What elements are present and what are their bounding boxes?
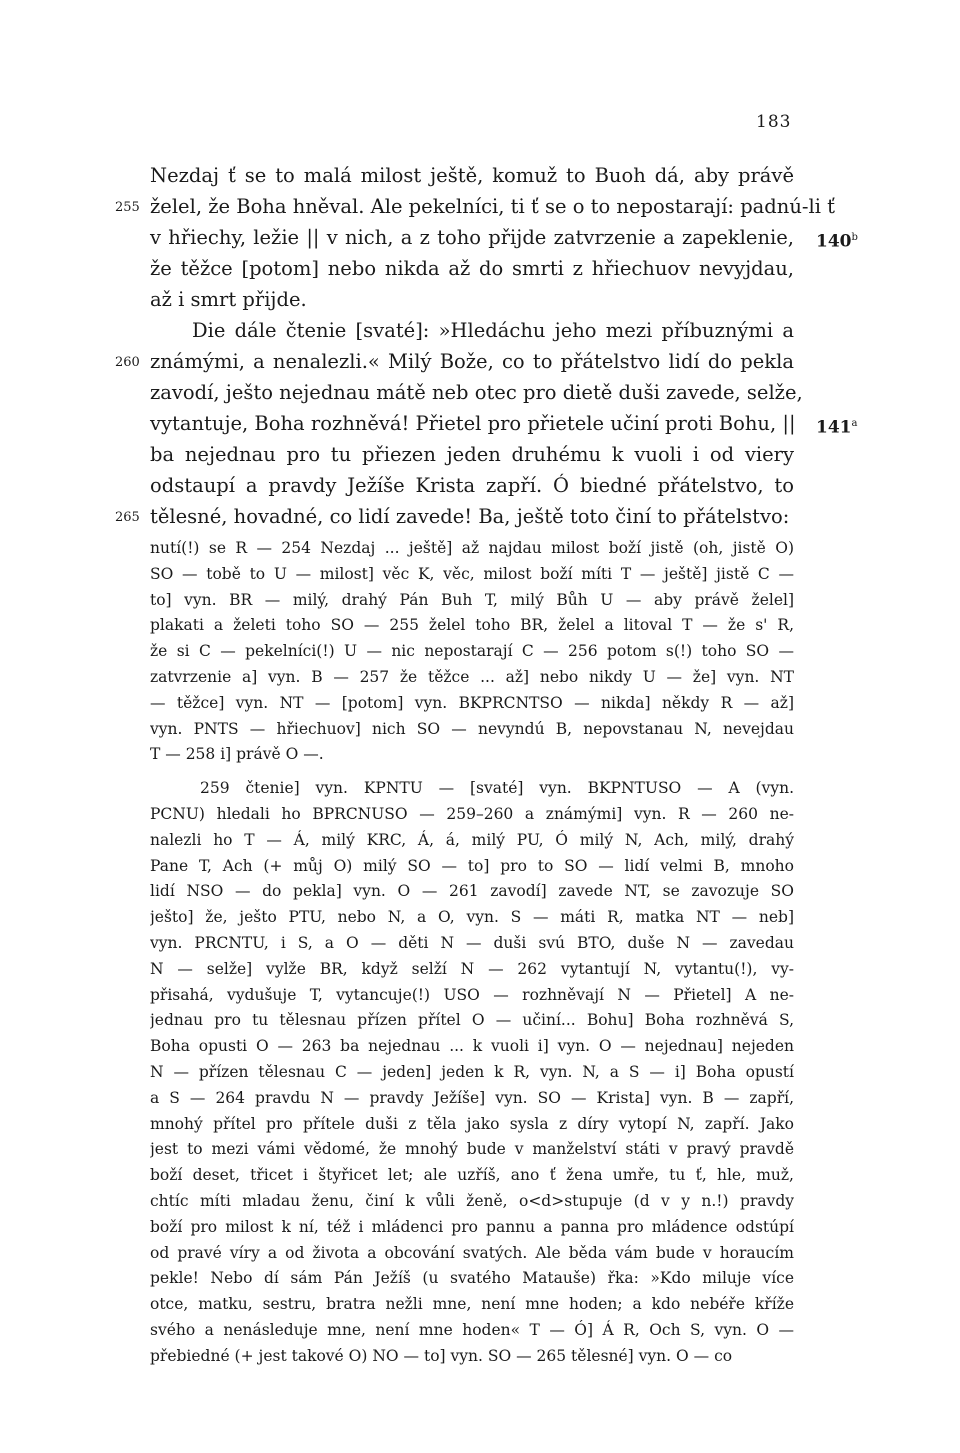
- apparatus-line: 259 čtenie] vyn. KPNTU — [svaté] vyn. BKPNTUSO — A (vyn.: [200, 779, 794, 798]
- text-line: vytantuje, Boha rozhněvá! Přietel pro přietele učiní proti Bohu, || 141$^a$: [150, 408, 794, 439]
- apparatus-line: T — 258 i] právě O —.: [150, 745, 324, 764]
- text-line: ba nejednau pro tu přiezen jeden druhému k vuoli i od viery: [150, 443, 794, 466]
- apparatus-line: otce, matku, sestru, bratra nežli mne, není mne hoden; a kdo nebéře kříže: [150, 1295, 794, 1314]
- apparatus-line: boží pro milost k ní, též i mládenci pro pannu a panna pro mládence odstúpí: [150, 1217, 794, 1236]
- apparatus-line: od pravé víry a od života a obcování svatých. Ale běda vám bude v horaucím: [150, 1243, 794, 1262]
- apparatus-line: chtíc míti mladau ženu, činí k vůli ženě, o<d>stupuje (d v y n.!) pravdy: [150, 1191, 794, 1210]
- apparatus-line: PCNU) hledali ho BPRCNUSO — 259–260 a známými] vyn. R — 260 ne-: [150, 804, 794, 823]
- apparatus-line: ješto] že, ješto PTU, nebo N, a O, vyn. S — máti R, matka NT — neb]: [150, 908, 794, 927]
- verse-number: 255: [115, 200, 140, 215]
- apparatus-line: Pane T, Ach (+ můj O) milý SO — to] pro to SO — lidí velmi B, mnoho: [150, 856, 794, 875]
- text-line: 260 známými, a nenalezli.« Milý Bože, co to přátelstvo lidí do pekla: [150, 346, 794, 377]
- text-line: v hřiechy, ležie || v nich, a z toho přijde zatvrzenie a zapeklenie, 140$^b$: [150, 222, 794, 253]
- apparatus-line: lidí NSO — do pekla] vyn. O — 261 zavodí] zavede NT, se zavozuje SO: [150, 882, 794, 901]
- apparatus-line: N — přízen tělesnau C — jeden] jeden k R, vyn. N, a S — i] Boha opustí: [150, 1062, 794, 1081]
- text-line: 255 želel, že Boha hněval. Ale pekelníci, ti ť se o to nepostarají: padnú-li ť: [150, 191, 794, 222]
- text-line: Die dále čtenie [svaté]: »Hledáchu jeho mezi příbuznými a: [192, 319, 794, 342]
- text-line: že těžce [potom] nebo nikda až do smrti z hřiechuov nevyjdau,: [150, 257, 794, 280]
- verse-number: 260: [115, 355, 140, 370]
- apparatus-line: vyn. PRCNTU, i S, a O — děti N — duši svú BTO, duše N — zavedau: [150, 933, 794, 952]
- apparatus-line: svého a nenásleduje mne, není mne hoden« T — Ó] Á R, Och S, vyn. O —: [150, 1320, 794, 1339]
- apparatus-line: nalezli ho T — Á, milý KRC, Á, á, milý PU, Ó milý N, Ach, milý, drahý: [150, 830, 794, 849]
- text-line: až i smrt přijde.: [150, 288, 307, 311]
- apparatus-line: přebiedné (+ jest takové O) NO — to] vyn. SO — 265 tělesné] vyn. O — co: [150, 1346, 733, 1365]
- apparatus-line: boží deset, třicet i štyřicet let; ale uzříš, ano ť žena umře, tu ť, hle, muž,: [150, 1166, 794, 1185]
- apparatus-line: to] vyn. BR — milý, drahý Pán Buh T, milý Bůh U — aby právě želel]: [150, 590, 794, 609]
- folio-marker: 141$^a$: [816, 417, 858, 438]
- apparatus-line: jest to mezi vámi vědomé, že mnohý bude v manželství státi v pravý pravdě: [150, 1140, 794, 1159]
- text-line: Nezdaj ť se to malá milost ještě, komuž to Buoh dá, aby právě: [150, 164, 794, 187]
- apparatus-line: vyn. PNTS — hřiechuov] nich SO — nevyndú B, nepovstanau N, nevejdau: [150, 719, 794, 738]
- apparatus-line: — těžce] vyn. NT — [potom] vyn. BKPRCNTSO — nikda] někdy R — až]: [150, 693, 794, 712]
- apparatus-line: přisahá, vydušuje T, vytancuje(!) USO — rozhněvají N — Přietel] A ne-: [150, 985, 794, 1004]
- verse-number: 265: [115, 510, 140, 525]
- apparatus-line: mnohý přítel pro přítele duši z těla jako sysla z díry vytopí N, zapří. Jako: [150, 1114, 794, 1133]
- apparatus-line: jednau pro tu tělesnau přízen přítel O — učiní... Bohu] Boha rozhněvá S,: [150, 1011, 794, 1030]
- page-number: 183: [756, 112, 792, 132]
- critical-apparatus: [150, 536, 794, 1370]
- folio-marker: 140$^b$: [816, 231, 858, 252]
- apparatus-line: SO — tobě to U — milost] věc K, věc, milost boží míti T — ještě] jistě C —: [150, 564, 794, 583]
- apparatus-line: pekle! Nebo dí sám Pán Ježíš (u svatého Matauše) řka: »Kdo miluje více: [150, 1269, 794, 1288]
- apparatus-line: a S — 264 pravdu N — pravdy Ježíše] vyn. SO — Krista] vyn. B — zapří,: [150, 1088, 794, 1107]
- apparatus-line: že si C — pekelníci(!) U — nic nepostarají C — 256 potom s(!) toho SO —: [150, 642, 794, 661]
- apparatus-line: N — selže] vylže BR, když selží N — 262 vytantují N, vytantu(!), vy-: [150, 959, 794, 978]
- apparatus-line: nutí(!) se R — 254 Nezdaj ... ještě] až najdau milost boží jistě (oh, jistě O): [150, 539, 794, 557]
- text-line: odstaupí a pravdy Ježíše Krista zapří. Ó biedné přátelstvo, to: [150, 474, 794, 497]
- text-line: 265 tělesné, hovadné, co lidí zavede! Ba, ještě toto činí to přátelstvo:: [150, 501, 794, 532]
- text-line: zavodí, ješto nejednau mátě neb otec pro dietě duši zavede, selže,: [150, 381, 803, 404]
- apparatus-line: plakati a želeti toho SO — 255 želel toho BR, želel a litoval T — že s' R,: [150, 616, 794, 635]
- main-text: [115, 160, 858, 532]
- apparatus-line: Boha opusti O — 263 ba nejednau ... k vuoli i] vyn. O — nejednau] nejeden: [150, 1037, 794, 1056]
- apparatus-line: zatvrzenie a] vyn. B — 257 že těžce ... až] nebo nikdy U — že] vyn. NT: [150, 667, 794, 686]
